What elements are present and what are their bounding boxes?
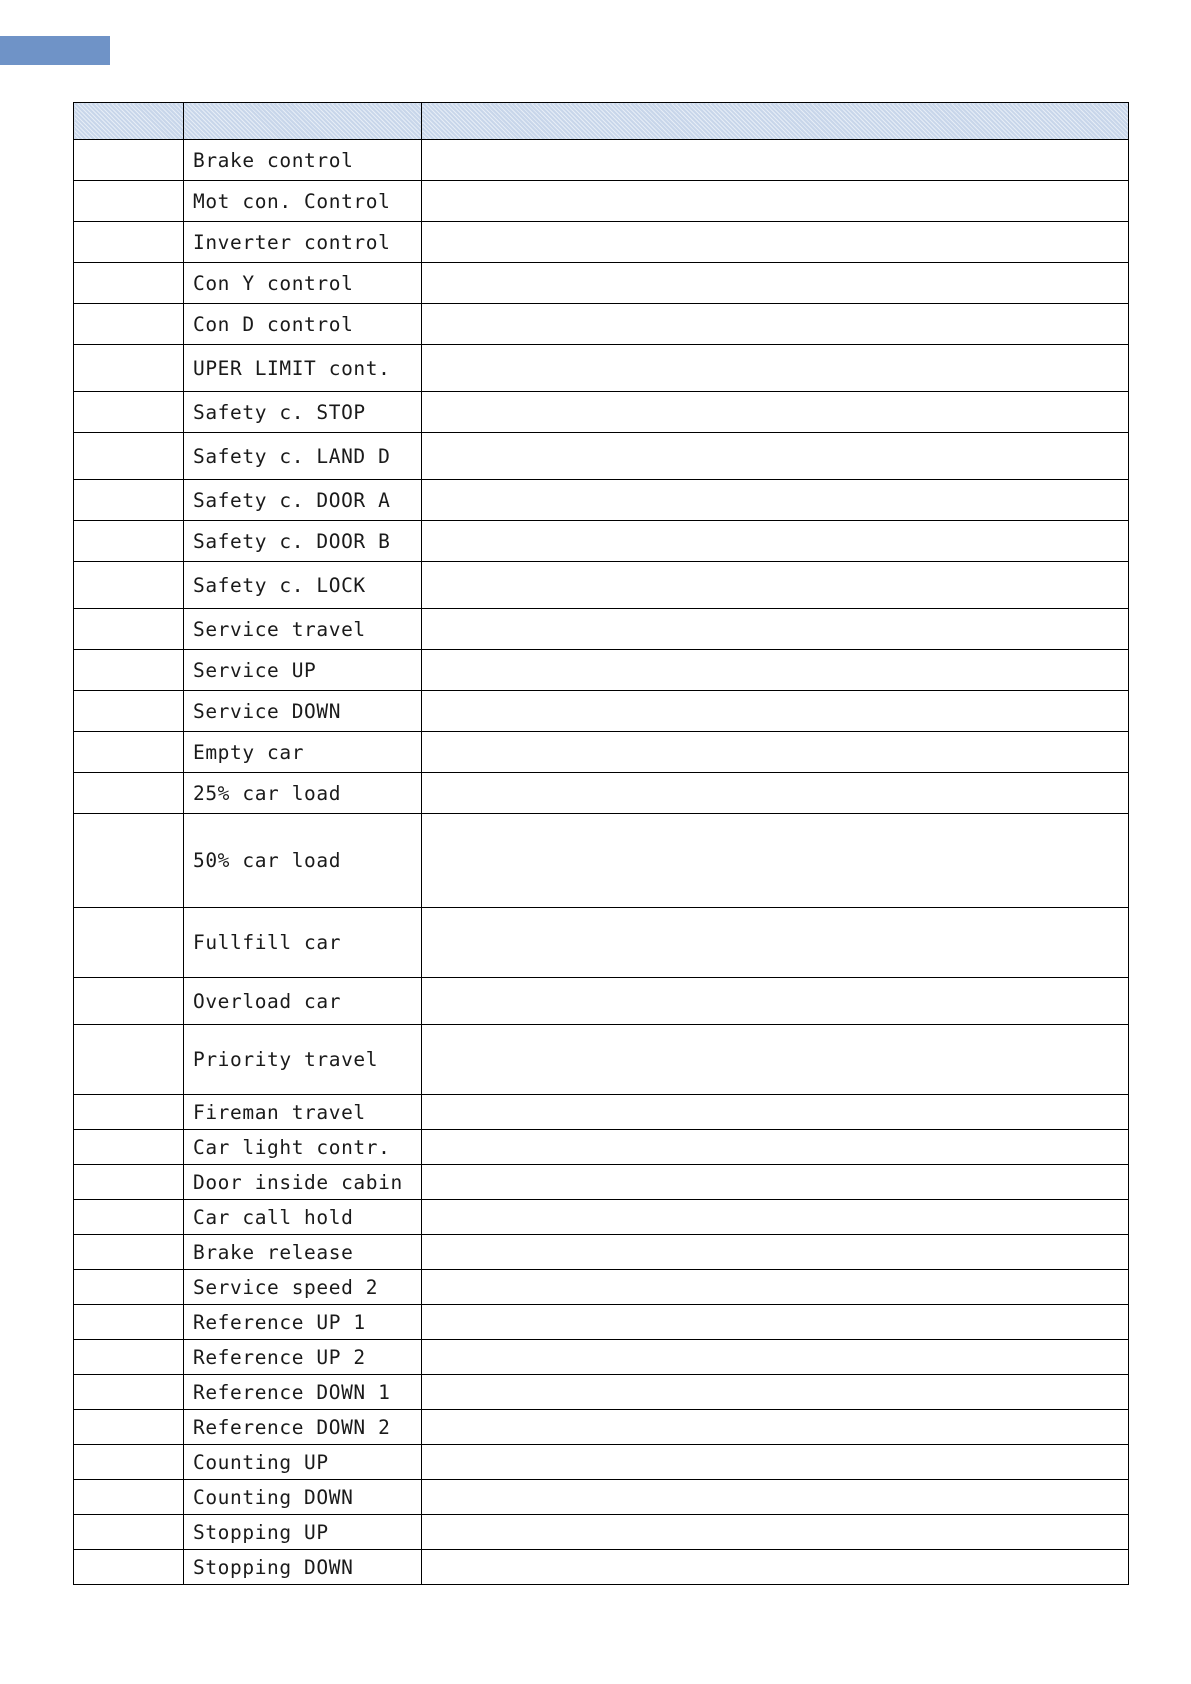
function-label: 25% car load: [184, 773, 422, 814]
table-row: [74, 1200, 1129, 1235]
function-label: Service speed 2: [184, 1270, 422, 1305]
table-row: [74, 562, 1129, 609]
section-header-bar: [0, 36, 110, 65]
description-cell: [422, 1515, 1129, 1550]
code-cell: [74, 1340, 184, 1375]
description-cell: [422, 345, 1129, 392]
table-row: [74, 392, 1129, 433]
description-cell: [422, 1235, 1129, 1270]
function-label: Stopping UP: [184, 1515, 422, 1550]
code-cell: [74, 392, 184, 433]
function-label: Mot con. Control: [184, 181, 422, 222]
code-cell: [74, 773, 184, 814]
table-row: [74, 263, 1129, 304]
code-cell: [74, 181, 184, 222]
code-cell: [74, 263, 184, 304]
table-row: [74, 304, 1129, 345]
function-label: Car light contr.: [184, 1130, 422, 1165]
description-cell: [422, 1550, 1129, 1585]
header-cell-description: [422, 103, 1129, 140]
table-row: [74, 1340, 1129, 1375]
table-header-row: [74, 103, 1129, 140]
description-cell: [422, 181, 1129, 222]
function-label: Brake release: [184, 1235, 422, 1270]
description-cell: [422, 1375, 1129, 1410]
code-cell: [74, 1235, 184, 1270]
code-cell: [74, 345, 184, 392]
description-cell: [422, 732, 1129, 773]
function-label: Service UP: [184, 650, 422, 691]
description-cell: [422, 1340, 1129, 1375]
function-label: Safety c. LAND D: [184, 433, 422, 480]
table-row: [74, 1305, 1129, 1340]
table-row: [74, 1515, 1129, 1550]
function-label: Empty car: [184, 732, 422, 773]
function-label: UPER LIMIT cont.: [184, 345, 422, 392]
table-row: [74, 609, 1129, 650]
description-cell: [422, 222, 1129, 263]
function-label: 50% car load: [184, 814, 422, 908]
code-cell: [74, 1200, 184, 1235]
code-cell: [74, 433, 184, 480]
code-cell: [74, 1025, 184, 1095]
description-cell: [422, 392, 1129, 433]
code-cell: [74, 1270, 184, 1305]
table-row: [74, 1410, 1129, 1445]
function-label: Safety c. STOP: [184, 392, 422, 433]
description-cell: [422, 814, 1129, 908]
description-cell: [422, 1305, 1129, 1340]
function-label: Con D control: [184, 304, 422, 345]
code-cell: [74, 1480, 184, 1515]
table-body: [74, 140, 1129, 1585]
function-label: Door inside cabin: [184, 1165, 422, 1200]
table-row: [74, 222, 1129, 263]
function-label: Car call hold: [184, 1200, 422, 1235]
code-cell: [74, 562, 184, 609]
description-cell: [422, 650, 1129, 691]
code-cell: [74, 304, 184, 345]
description-cell: [422, 304, 1129, 345]
table-row: [74, 773, 1129, 814]
code-cell: [74, 1550, 184, 1585]
table-row: [74, 1235, 1129, 1270]
description-cell: [422, 1270, 1129, 1305]
table-row: [74, 181, 1129, 222]
function-label: Safety c. DOOR B: [184, 521, 422, 562]
code-cell: [74, 732, 184, 773]
function-label: Stopping DOWN: [184, 1550, 422, 1585]
table-row: [74, 433, 1129, 480]
function-label: Reference UP 2: [184, 1340, 422, 1375]
header-cell-code: [74, 103, 184, 140]
code-cell: [74, 1130, 184, 1165]
description-cell: [422, 263, 1129, 304]
function-label: Fullfill car: [184, 908, 422, 978]
code-cell: [74, 650, 184, 691]
description-cell: [422, 1410, 1129, 1445]
description-cell: [422, 609, 1129, 650]
table-row: [74, 1480, 1129, 1515]
description-cell: [422, 691, 1129, 732]
description-cell: [422, 480, 1129, 521]
description-cell: [422, 1445, 1129, 1480]
table-row: [74, 908, 1129, 978]
header-cell-function: [184, 103, 422, 140]
table-row: [74, 345, 1129, 392]
table-row: [74, 1270, 1129, 1305]
code-cell: [74, 978, 184, 1025]
table-row: [74, 1025, 1129, 1095]
function-label: Safety c. DOOR A: [184, 480, 422, 521]
function-label: Counting UP: [184, 1445, 422, 1480]
function-label: Counting DOWN: [184, 1480, 422, 1515]
code-cell: [74, 140, 184, 181]
function-label: Priority travel: [184, 1025, 422, 1095]
description-cell: [422, 1095, 1129, 1130]
table-row: [74, 1550, 1129, 1585]
table-row: [74, 1445, 1129, 1480]
description-cell: [422, 1165, 1129, 1200]
function-label: Reference DOWN 2: [184, 1410, 422, 1445]
description-cell: [422, 140, 1129, 181]
description-cell: [422, 1130, 1129, 1165]
function-label: Overload car: [184, 978, 422, 1025]
function-label: Fireman travel: [184, 1095, 422, 1130]
code-cell: [74, 1445, 184, 1480]
table-row: [74, 521, 1129, 562]
function-label: Service DOWN: [184, 691, 422, 732]
code-cell: [74, 1305, 184, 1340]
table-row: [74, 814, 1129, 908]
description-cell: [422, 1480, 1129, 1515]
table-row: [74, 480, 1129, 521]
code-cell: [74, 222, 184, 263]
table-row: [74, 1375, 1129, 1410]
table-row: [74, 140, 1129, 181]
function-label: Reference DOWN 1: [184, 1375, 422, 1410]
code-cell: [74, 1375, 184, 1410]
code-cell: [74, 814, 184, 908]
function-label: Inverter control: [184, 222, 422, 263]
code-cell: [74, 1165, 184, 1200]
table-row: [74, 691, 1129, 732]
description-cell: [422, 1025, 1129, 1095]
table-row: [74, 732, 1129, 773]
code-cell: [74, 480, 184, 521]
code-cell: [74, 521, 184, 562]
description-cell: [422, 562, 1129, 609]
function-label: Service travel: [184, 609, 422, 650]
io-function-table: [73, 102, 1129, 1585]
table-row: [74, 1165, 1129, 1200]
table-row: [74, 650, 1129, 691]
table-row: [74, 1130, 1129, 1165]
function-label: Con Y control: [184, 263, 422, 304]
description-cell: [422, 908, 1129, 978]
function-label: Safety c. LOCK: [184, 562, 422, 609]
description-cell: [422, 773, 1129, 814]
code-cell: [74, 1095, 184, 1130]
table-row: [74, 978, 1129, 1025]
table-row: [74, 1095, 1129, 1130]
description-cell: [422, 521, 1129, 562]
description-cell: [422, 1200, 1129, 1235]
code-cell: [74, 1515, 184, 1550]
code-cell: [74, 691, 184, 732]
description-cell: [422, 978, 1129, 1025]
description-cell: [422, 433, 1129, 480]
code-cell: [74, 908, 184, 978]
function-label: Brake control: [184, 140, 422, 181]
function-label: Reference UP 1: [184, 1305, 422, 1340]
code-cell: [74, 1410, 184, 1445]
code-cell: [74, 609, 184, 650]
